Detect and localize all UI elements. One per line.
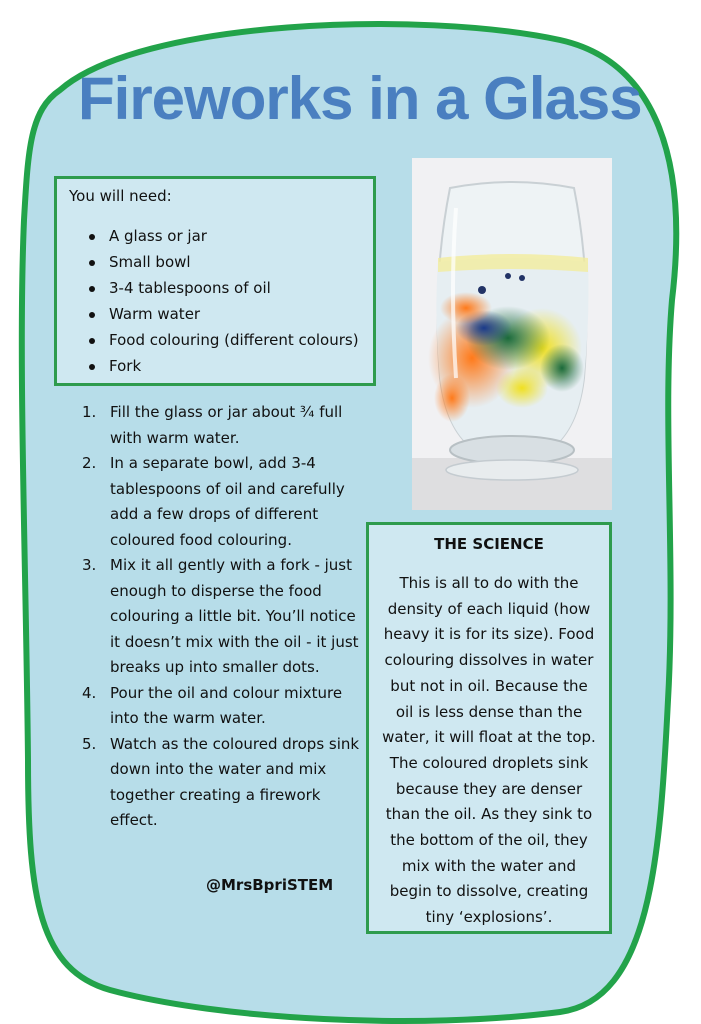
science-heading: THE SCIENCE	[434, 535, 544, 553]
list-item: A glass or jar	[69, 223, 359, 249]
step-text: Pour the oil and colour mixture into the warm water.	[110, 683, 343, 727]
materials-heading: You will need:	[69, 187, 172, 205]
step-number: 3.	[82, 556, 97, 574]
list-item: Small bowl	[69, 249, 359, 275]
science-text: This is all to do with the density of each liquid (how heavy it is for its size). Food colouring dissolves in water but not in oil. Because the oil is less dense than the water, it will float at the top. The coloured droplets sink because they are denser than the oil. As they sink to the bottom of the oil, they mix with the water and begin to dissolve, creating tiny ‘explosions’.	[382, 574, 596, 927]
list-item	[82, 732, 362, 834]
list-item: 3-4 tablespoons of oil	[69, 275, 359, 301]
science-box	[366, 522, 612, 934]
list-item	[82, 553, 362, 681]
step-number: 2.	[82, 454, 97, 472]
page-title: Fireworks in a Glass	[78, 65, 642, 132]
step-number: 4.	[82, 683, 97, 702]
list-item: Warm water	[69, 301, 359, 327]
author-handle: @MrsBpriSTEM	[206, 876, 334, 894]
list-item	[82, 681, 362, 732]
step-number: 1.	[82, 403, 97, 421]
steps-list	[82, 400, 362, 834]
step-text: Mix it all gently with a fork - just enough to disperse the food colouring a little bit. You’ll notice it doesn’t mix with the oil - it just breaks up into smaller dots.	[110, 556, 359, 676]
list-item: Food colouring (different colours)	[69, 327, 359, 353]
glass-of-water-icon	[412, 158, 612, 510]
glass-photo	[412, 158, 612, 510]
materials-list	[69, 223, 359, 379]
step-text: Fill the glass or jar about ¾ full with warm water.	[110, 403, 343, 447]
list-item: Fork	[69, 353, 359, 379]
list-item	[82, 400, 362, 451]
step-number: 5.	[82, 734, 97, 753]
materials-box	[54, 176, 376, 386]
step-text: In a separate bowl, add 3-4 tablespoons of oil and carefully add a few drops of different coloured food colouring.	[110, 454, 345, 549]
step-text: Watch as the coloured drops sink down into the water and mix together creating a firework effect.	[110, 734, 360, 829]
list-item	[82, 451, 362, 553]
